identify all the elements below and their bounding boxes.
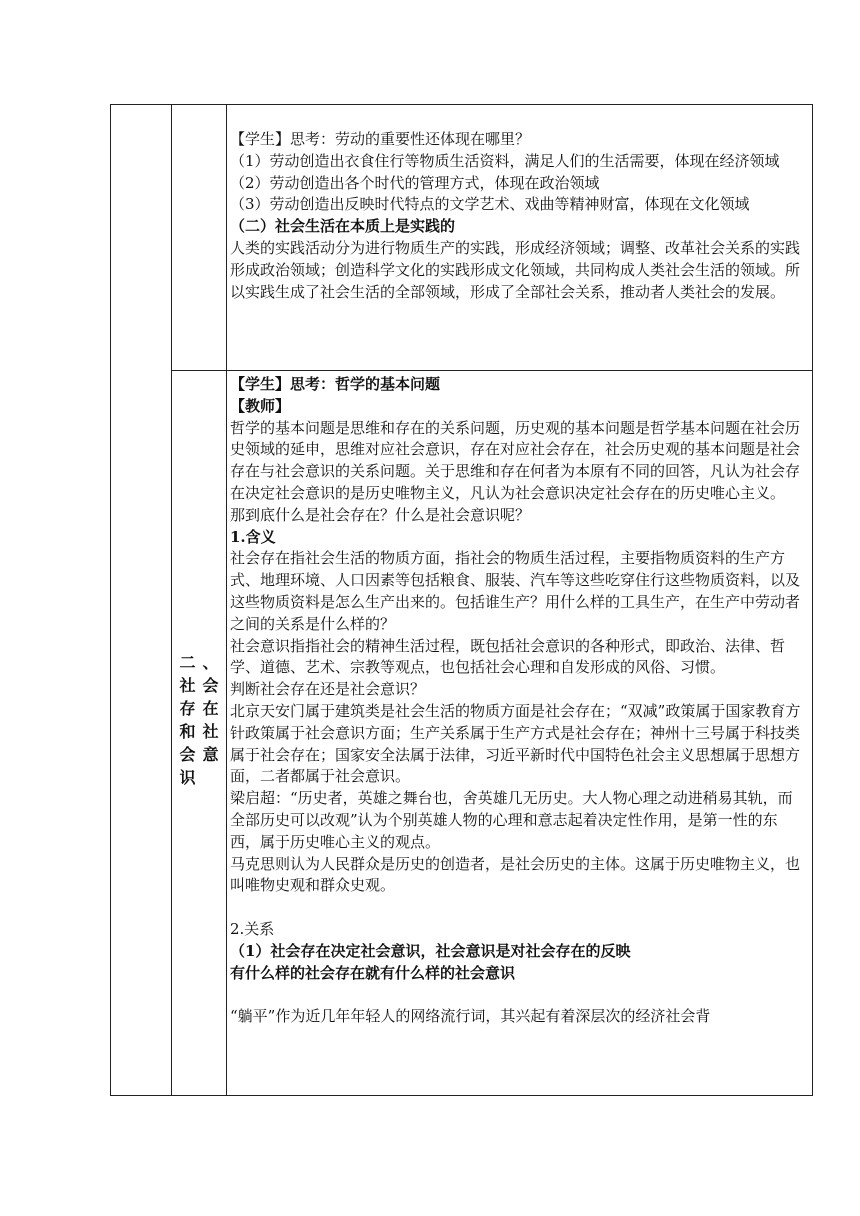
section-label-char: 、	[202, 653, 219, 672]
column-divider	[226, 105, 227, 1095]
relation-point-1-detail: 有什么样的社会存在就有什么样的社会意识	[230, 963, 516, 982]
section-label-char: 社	[202, 722, 219, 741]
section-label-char: 二	[179, 653, 196, 672]
tangping-paragraph: “躺平”作为近几年年轻人的网络流行词，其兴起有着深层次的经济社会背	[230, 1007, 711, 1026]
subheading-practice: （二）社会生活在本质上是实践的	[230, 217, 456, 236]
answer-political: （2）劳动创造出各个时代的管理方式，体现在政治领域	[230, 173, 600, 192]
liang-qichao-paragraph: 梁启超：“历史者，英雄之舞台也，舍英雄几无历史。大人物心理之动进稍易其轨，而全部历史可以改观”认为个别英雄人物的心理和意志起着决定性作用，是第一性的东西，属于历史唯心主义的观点。	[230, 789, 793, 851]
subheading-relation: 2.关系	[230, 919, 275, 938]
examples-paragraph: 北京天安门属于建筑类是社会生活的物质方面是社会存在；“双减”政策属于国家教育方针政策属于社会意识方面；生产关系属于生产方式是社会存在；神州十三号属于科技类属于社会存在；国家安全法属于法律，习近平新时代中国特色社会主义思想属于思想方面，二者都属于社会意识。	[230, 701, 801, 786]
judge-question: 判断社会存在还是社会意识？	[230, 680, 426, 699]
blank-line	[230, 984, 806, 1006]
social-consciousness-paragraph: 社会意识指指社会的精神生活过程，既包括社会意识的各种形式，即政治、法律、哲学、道德、艺术、宗教等观点，也包括社会心理和自发形成的风俗、习惯。	[230, 636, 786, 677]
section-label-char: 社	[179, 676, 196, 695]
section-label-char: 在	[202, 699, 219, 718]
blank-line	[230, 897, 806, 919]
basic-question-paragraph: 哲学的基本问题是思维和存在的关系问题，历史观的基本问题是哲学基本问题在社会历史领域的延申，思维对应社会意识，存在对应社会存在，社会历史观的基本问题是社会存在与社会意识的关系问题。关于思维和存在何者为本原有不同的回答，凡认为社会存在决定社会意识的是历史唯物主义，凡认为社会意识决定社会存在的历史唯心主义。	[230, 418, 801, 502]
lesson-table	[110, 104, 813, 1096]
row-divider	[171, 370, 812, 371]
section-label-char: 会	[179, 745, 196, 764]
section-label-char: 和	[179, 722, 196, 741]
social-existence-paragraph: 社会存在指社会生活的物质方面，指社会的物质生活过程，主要指物质资料的生产方式、地理环境、人口因素等包括粮食、服装、汽车等这些吃穿住行这些物质资料，以及这些物质资料是怎么生产出来的。包括谁生产？用什么样的工具生产，在生产中劳动者之间的关系是什么样的？	[230, 549, 801, 633]
subheading-meaning: 1.含义	[230, 527, 276, 546]
section-label	[172, 653, 226, 791]
row-2-content	[230, 374, 806, 1028]
answer-cultural: （3）劳动创造出反映时代特点的文学艺术、戏曲等精神财富，体现在文化领域	[230, 195, 750, 214]
answer-economic: （1）劳动创造出衣食住行等物质生活资料，满足人们的生活需要，体现在经济领域	[230, 151, 780, 170]
student-question: 【学生】思考：哲学的基本问题	[230, 375, 441, 393]
section-label-char: 识	[179, 768, 196, 787]
question-line: 那到底什么是社会存在？什么是社会意识呢？	[230, 505, 531, 524]
student-question: 【学生】思考：劳动的重要性还体现在哪里？	[230, 130, 531, 148]
section-label-char: 存	[179, 699, 196, 718]
marx-paragraph: 马克思则认为人民群众是历史的创造者，是社会历史的主体。这属于历史唯物主义，也叫唯物史观和群众史观。	[230, 854, 801, 895]
section-label-char: 意	[202, 745, 219, 764]
relation-point-1: （1）社会存在决定社会意识，社会意识是对社会存在的反映	[230, 941, 631, 960]
practice-paragraph: 人类的实践活动分为进行物质生产的实践，形成经济领域；调整、改革社会关系的实践形成政治领域；创造科学文化的实践形成文化领域，共同构成人类社会生活的领域。所以实践生成了社会生活的全部领域，形成了全部社会关系，推动者人类社会的发展。	[230, 238, 801, 301]
section-label-char: 会	[202, 676, 219, 695]
teacher-label: 【教师】	[230, 396, 291, 415]
column-divider	[171, 105, 172, 1095]
row-1-content	[230, 129, 806, 303]
